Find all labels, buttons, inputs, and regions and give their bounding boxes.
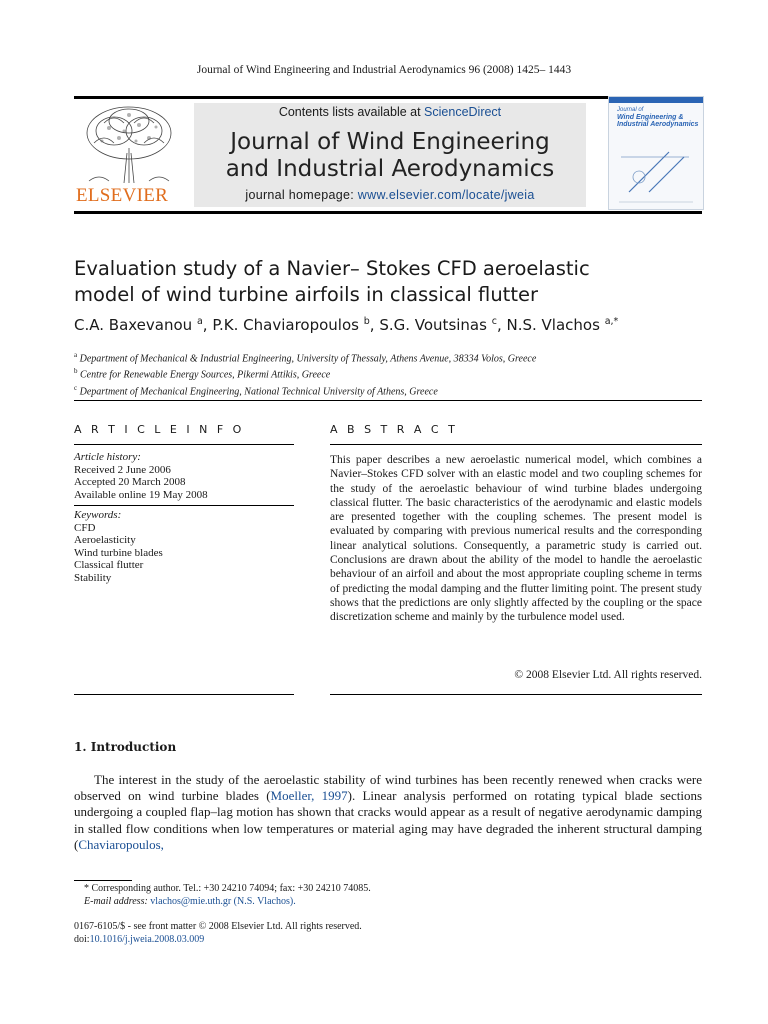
issn-block [74,920,702,946]
homepage-prefix: journal homepage: [245,188,358,202]
issn-line: 0167-6105/$ - see front matter © 2008 Elsevier Ltd. All rights reserved. [74,921,362,932]
abstract-copyright: © 2008 Elsevier Ltd. All rights reserved. [514,669,702,681]
author[interactable]: C.A. Baxevanou $^a$ [74,316,203,334]
email-line: E-mail address: vlachos@mie.uth.gr (N.S. Vlachos). [84,896,296,907]
author-list: C.A. Baxevanou $^a$, P.K. Chaviaropoulos $^b$, S.G. Voutsinas $^c$, N.S. Vlachos $^{a,*}$ [74,316,619,334]
tree-logo-icon [74,103,184,185]
cover-title-line2: Wind Engineering & [617,114,684,121]
elsevier-wordmark: ELSEVIER [76,185,169,206]
divider [74,400,702,401]
author[interactable]: S.G. Voutsinas $^c$ [379,316,497,334]
keyword: Stability [74,571,112,584]
history-received: Received 2 June 2006 [74,463,171,476]
history-online: Available online 19 May 2008 [74,488,208,501]
homepage-line [194,188,586,202]
article-title-line2: model of wind turbine airfoils in classical flutter [74,283,538,306]
doi-line: doi:10.1016/j.jweia.2008.03.009 [74,934,205,945]
keyword: Wind turbine blades [74,546,163,559]
email-link[interactable]: vlachos@mie.uth.gr [150,896,232,907]
divider [330,444,702,445]
history-accepted: Accepted 20 March 2008 [74,476,186,488]
journal-citation: Journal of Wind Engineering and Industrial Aerodynamics 96 (2008) 1425– 1443 [196,64,572,76]
corresponding-author: * Corresponding author. Tel.: +30 24210 74094; fax: +30 24210 74085. [84,883,371,894]
keyword: Aeroelasticity [74,534,136,546]
author[interactable]: P.K. Chaviaropoulos $^b$ [212,316,370,334]
reference-link[interactable]: Moeller, 1997 [270,788,348,804]
keyword: CFD [74,521,96,534]
affiliations [74,349,702,398]
journal-name-line2: and Industrial Aerodynamics [225,156,555,182]
abstract-text: This paper describes a new aeroelastic numerical model, which combines a Navier–Stokes CFD solver with an elastic model and two coupling schemes for the study of the aeroelastic behaviour of wind turbine blades undergoing classical flutter. The basic characteristics of the aerodynamic and elastic models are presented together with the coupling schemes. The present model is evaluated by comparing with previous numerical results and the corresponding linear analytical solutions. Consequently, a parametric study is carried out. Conclusions are drawn about the ability of the model to handle the aeroelastic behaviour of an airfoil and about the most appropriate coupling scheme in terms of predicting the modal damping and the flutter limiting point. The present study shows that the predictions are only slightly affected by the coupling or the space discretization scheme and mainly by the turbulence model used. [330,454,702,624]
journal-name [194,129,586,183]
cover-title-line3: Industrial Aerodynamics [617,121,699,128]
header-rule-bottom [74,211,702,214]
divider [74,505,294,506]
article-title-line1: Evaluation study of a Navier– Stokes CFD aeroelastic [74,257,590,280]
intro-paragraph: The interest in the study of the aeroelastic stability of wind turbines has been recently renewed when cracks were observed on wind turbine blades (Moeller, 1997). Linear analysis performed on rotating typical blade sections undergoing a coupled flap–lag motion has shown that cracks would appear as a result of negative aerodynamic damping in stalled flow conditions when low temperatures or material aging may have degraded the inherent structural damping (Chaviaropoulos, [74,772,703,852]
reference-link[interactable]: Chaviaropoulos, [78,836,164,852]
journal-banner [194,103,586,207]
abstract-heading: A B S T R A C T [330,423,458,436]
footnote [74,882,702,908]
homepage-link[interactable]: www.elsevier.com/locate/jweia [357,188,535,202]
affiliation: $^a$ Department of Mechanical & Industrial Engineering, University of Thessaly, Athens Avenue, 38334 Volos, Greece [74,351,537,365]
affiliation: $^c$ Department of Mechanical Engineering, National Technical University of Athens, Greece [74,383,438,397]
footnote-rule [74,880,132,881]
journal-cover-thumbnail [608,96,704,210]
affiliation: $^b$ Centre for Renewable Energy Sources, Pikermi Attikis, Greece [74,367,331,381]
divider [330,694,702,695]
keyword: Classical flutter [74,559,144,571]
contents-line [194,105,586,119]
cover-graphic-icon [609,97,703,209]
doi-link[interactable]: 10.1016/j.jweia.2008.03.009 [89,934,205,945]
sciencedirect-link[interactable]: ScienceDirect [424,105,502,119]
article-title [74,256,702,308]
divider [74,694,294,695]
divider [74,444,294,445]
section-heading: 1. Introduction [74,740,177,754]
keywords-label: Keywords: [74,509,122,521]
cover-title-line1: Journal of [617,107,644,113]
author[interactable]: N.S. Vlachos $^{a,*}$ [506,316,619,334]
history-label: Article history: [74,451,141,463]
contents-prefix: Contents lists available at [278,105,425,119]
article-info-heading: A R T I C L E I N F O [74,423,245,436]
journal-name-line1: Journal of Wind Engineering [230,129,550,155]
article-info [74,451,294,584]
elsevier-logo [74,103,184,207]
